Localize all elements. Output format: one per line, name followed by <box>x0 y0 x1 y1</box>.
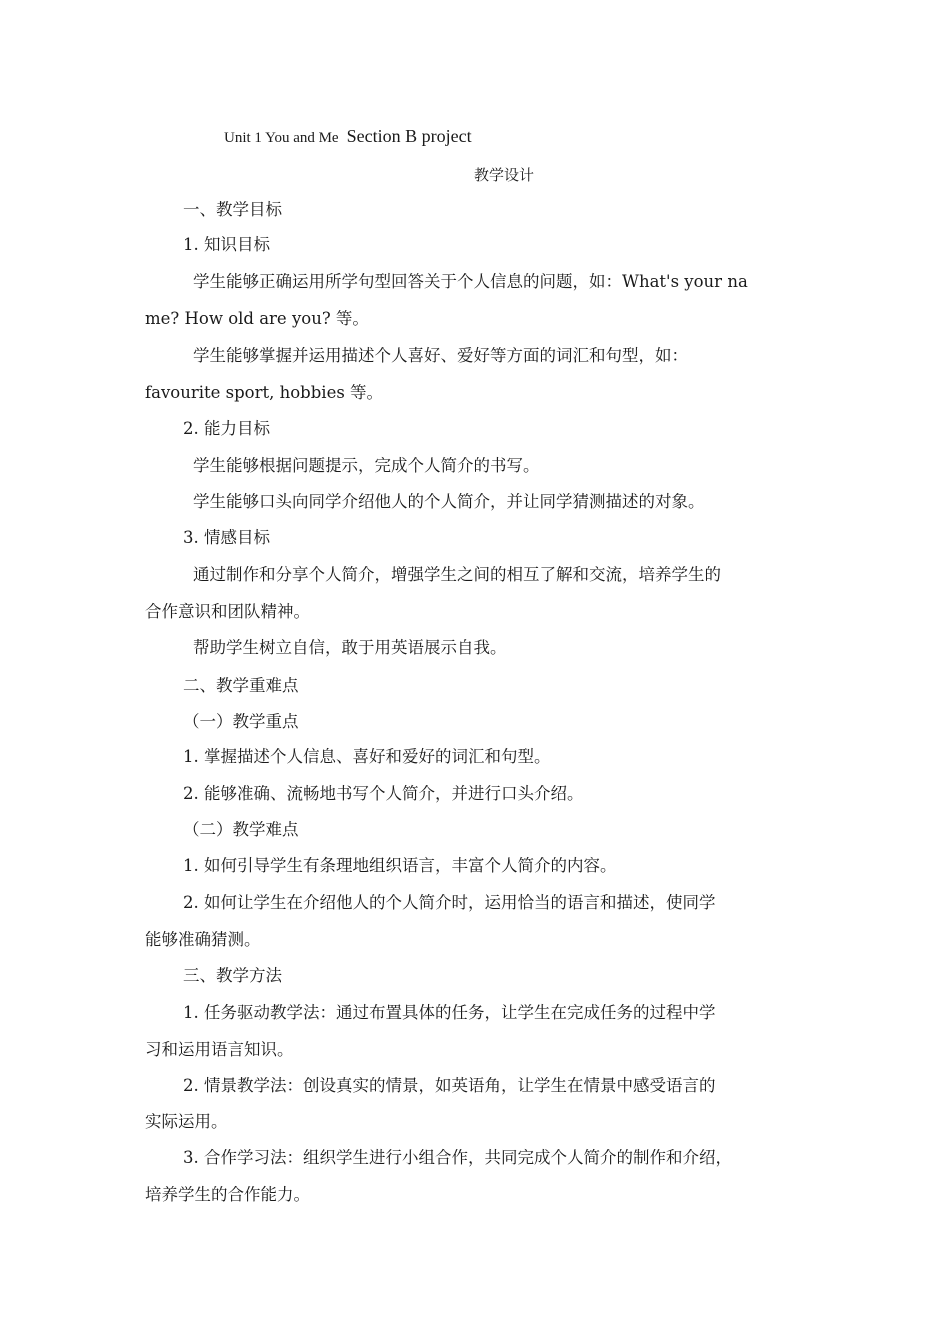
document-subtitle: 教学设计 <box>474 166 535 184</box>
paragraph-line: favourite sport, hobbies 等。 <box>145 383 384 402</box>
paragraph-line: 学生能够正确运用所学句型回答关于个人信息的问题，如：What's your na <box>193 272 748 291</box>
subheading-focus: （一）教学重点 <box>183 712 299 731</box>
title-unit: Unit 1 You and Me <box>224 130 339 146</box>
paragraph-line: me? How old are you? 等。 <box>145 309 369 328</box>
list-item: 2. 能够准确、流畅地书写个人简介，并进行口头介绍。 <box>183 784 584 803</box>
subheading-emotion: 3. 情感目标 <box>183 528 270 547</box>
list-item-continuation: 习和运用语言知识。 <box>145 1040 294 1059</box>
section-heading-key-points: 二、教学重难点 <box>183 676 299 695</box>
paragraph-line: 学生能够掌握并运用描述个人喜好、爱好等方面的词汇和句型，如： <box>193 346 688 365</box>
section-heading-objectives: 一、教学目标 <box>183 200 282 219</box>
document-title <box>224 126 472 147</box>
list-item-continuation: 能够准确猜测。 <box>145 930 261 949</box>
paragraph-line: 帮助学生树立自信，敢于用英语展示自我。 <box>193 638 507 657</box>
subheading-ability: 2. 能力目标 <box>183 419 270 438</box>
paragraph-line: 学生能够口头向同学介绍他人的个人简介，并让同学猜测描述的对象。 <box>193 492 705 511</box>
list-item: 3. 合作学习法：组织学生进行小组合作，共同完成个人简介的制作和介绍， <box>183 1148 732 1167</box>
subheading-knowledge: 1. 知识目标 <box>183 235 270 254</box>
list-item-continuation: 实际运用。 <box>145 1112 228 1131</box>
paragraph-line: 学生能够根据问题提示，完成个人简介的书写。 <box>193 456 540 475</box>
paragraph-line: 通过制作和分享个人简介，增强学生之间的相互了解和交流，培养学生的 <box>193 565 721 584</box>
list-item: 2. 情景教学法：创设真实的情景，如英语角，让学生在情景中感受语言的 <box>183 1076 716 1095</box>
list-item: 2. 如何让学生在介绍他人的个人简介时，运用恰当的语言和描述，使同学 <box>183 893 716 912</box>
list-item: 1. 掌握描述个人信息、喜好和爱好的词汇和句型。 <box>183 747 551 766</box>
list-item: 1. 任务驱动教学法：通过布置具体的任务，让学生在完成任务的过程中学 <box>183 1003 716 1022</box>
list-item-continuation: 培养学生的合作能力。 <box>145 1185 310 1204</box>
paragraph-line: 合作意识和团队精神。 <box>145 602 310 621</box>
subheading-difficulty: （二）教学难点 <box>183 820 299 839</box>
title-section: Section B project <box>346 126 472 146</box>
list-item: 1. 如何引导学生有条理地组织语言，丰富个人简介的内容。 <box>183 856 617 875</box>
section-heading-methods: 三、教学方法 <box>183 966 282 985</box>
